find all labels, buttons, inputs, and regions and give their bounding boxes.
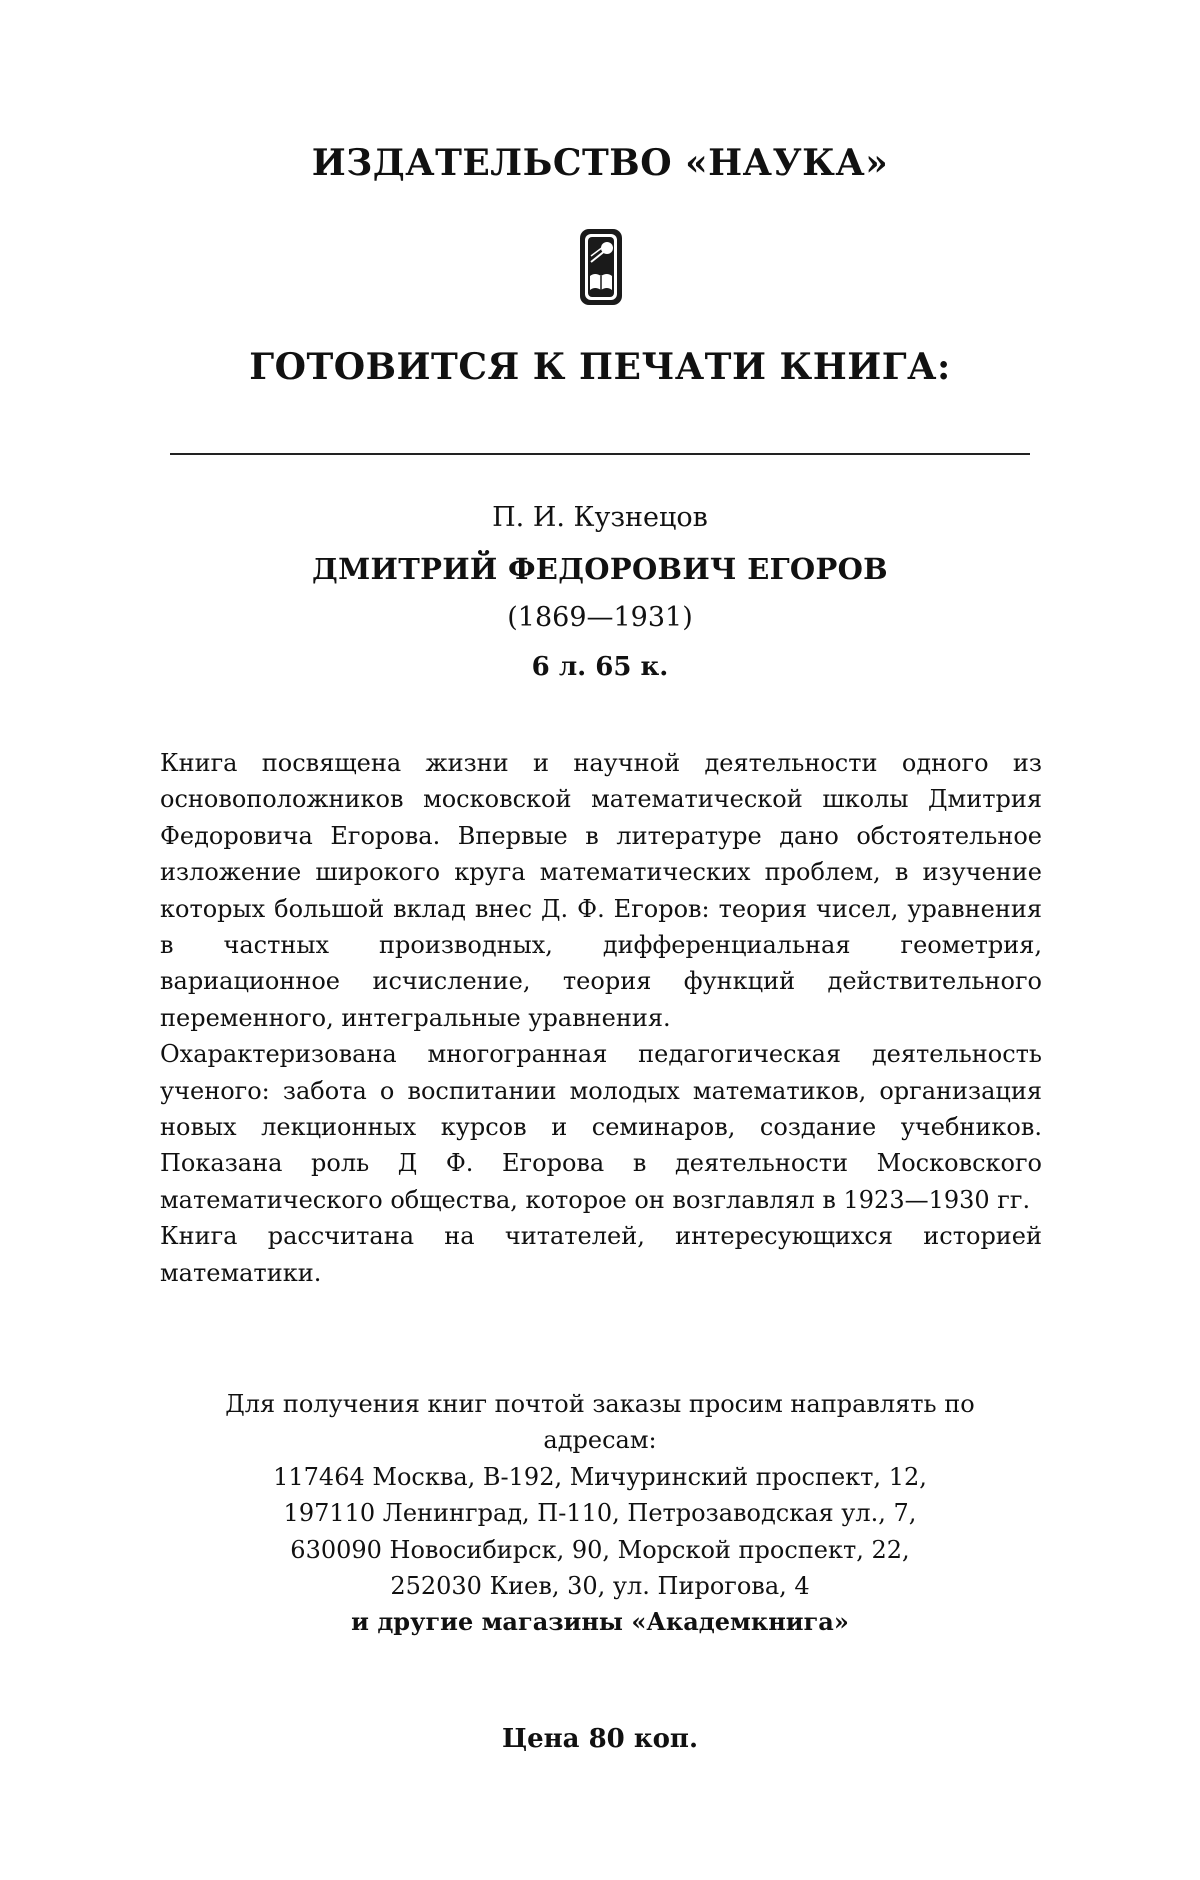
- book-author: П. И. Кузнецов: [0, 502, 1200, 533]
- ordering-address: 117464 Москва, В-192, Мичуринский проспект, 12,: [0, 1459, 1200, 1495]
- book-title: ДМИТРИЙ ФЕДОРОВИЧ ЕГОРОВ: [0, 552, 1200, 586]
- ordering-address: и другие магазины «Академкнига»: [0, 1604, 1200, 1640]
- ordering-address: 197110 Ленинград, П-110, Петрозаводская ул., 7,: [0, 1495, 1200, 1531]
- description-paragraph: Охарактеризована многогранная педагогическая деятельность ученого: забота о воспитании молодых математиков, организа­ция новых лекционных курсов и семинаров, создание учеб­ников. Показана роль Д Ф. Егорова в деятельности Москов­ского математического общества, которое он возглавлял в 1923—1930 гг.: [160, 1036, 1042, 1218]
- book-size-price: 6 л. 65 к.: [0, 652, 1200, 682]
- book-description: [160, 745, 1042, 1291]
- forthcoming-heading: ГОТОВИТСЯ К ПЕЧАТИ КНИГА:: [0, 346, 1200, 388]
- publisher-heading: ИЗДАТЕЛЬСТВО «НАУКА»: [0, 142, 1200, 184]
- description-paragraph: Книга рассчитана на читателей, интересующихся историей математики.: [160, 1218, 1042, 1291]
- divider-rule: [170, 453, 1030, 455]
- ordering-address: 630090 Новосибирск, 90, Морской проспект, 22,: [0, 1532, 1200, 1568]
- back-cover-page: [0, 0, 1200, 1880]
- nauka-book-logo-icon: [577, 226, 625, 308]
- ordering-intro: Для получения книг почтой заказы просим направлять по адресам:: [180, 1386, 1020, 1459]
- description-paragraph: Книга посвящена жизни и научной деятельности одного из основоположников московской математической школы Дмит­рия Федоровича Егорова. Впервые в литературе дано обстоя­тельное изложение широкого круга математических проблем, в изучение которых большой вклад внес Д. Ф. Егоров: теория чисел, уравнения в частных производных, дифференциаль­ная геометрия, вариационное исчисление, теория функций дей­ствительного переменного, интегральные уравнения.: [160, 745, 1042, 1036]
- book-years: (1869—1931): [0, 602, 1200, 633]
- price: Цена 80 коп.: [0, 1724, 1200, 1754]
- ordering-info: [0, 1386, 1200, 1641]
- ordering-address: 252030 Киев, 30, ул. Пирогова, 4: [0, 1568, 1200, 1604]
